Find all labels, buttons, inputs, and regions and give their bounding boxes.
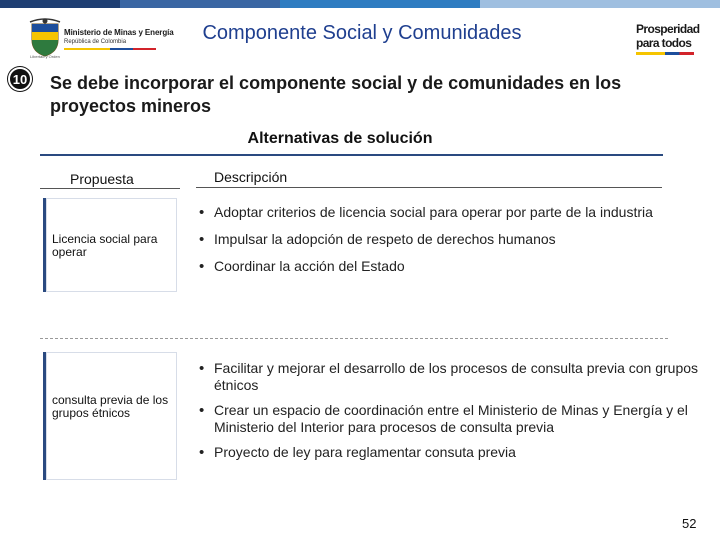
description-item: • Facilitar y mejorar el desarrollo de los procesos de consulta previa con grupos étnicos — [199, 360, 699, 394]
top-bar-segment — [480, 0, 720, 8]
headline: Se debe incorporar el componente social y de comunidades en los proyectos mineros — [50, 73, 622, 116]
flag-stripe — [636, 52, 694, 55]
ministry-motto: Libertad y Orden — [30, 54, 60, 59]
proposal-box: Licencia social para operar — [43, 198, 177, 292]
column-rule-description — [196, 187, 662, 188]
alternatives-title: Alternativas de solución — [247, 130, 433, 147]
row-separator — [40, 338, 668, 339]
flag-stripe — [64, 48, 156, 50]
description-item: • Coordinar la acción del Estado — [199, 258, 699, 275]
prosperidad-logo — [636, 22, 706, 58]
title-rule — [40, 154, 663, 156]
top-bar-segment — [120, 0, 280, 8]
ministry-subtitle: República de Colombia — [64, 39, 127, 45]
coat-of-arms-icon — [28, 18, 62, 58]
column-header-description: Descripción — [214, 169, 288, 185]
prosperidad-logo-line2: para todos — [636, 36, 692, 50]
top-bar-segment — [0, 0, 120, 8]
description-list — [199, 360, 699, 469]
description-item: • Crear un espacio de coordinación entre el Ministerio de Minas y Energía y el Ministerio del Interior para procesos de consulta previa — [199, 402, 699, 436]
description-item: • Adoptar criterios de licencia social para operar por parte de la industria — [199, 204, 699, 221]
proposal-box: consulta previa de los grupos étnicos — [43, 352, 177, 480]
column-rule-proposal — [40, 188, 180, 189]
column-header-proposal: Propuesta — [70, 171, 134, 187]
slide-title: Componente Social y Comunidades — [202, 22, 522, 44]
section-number-badge: 10 — [8, 67, 32, 91]
ministry-logo — [28, 18, 174, 62]
ministry-name: Ministerio de Minas y Energía — [64, 28, 174, 37]
description-item: • Proyecto de ley para reglamentar consuta previa — [199, 444, 699, 461]
page-number: 52 — [682, 516, 697, 531]
top-color-bar — [0, 0, 720, 8]
top-bar-segment — [280, 0, 480, 8]
description-list — [199, 204, 699, 285]
description-item: • Impulsar la adopción de respeto de derechos humanos — [199, 231, 699, 248]
prosperidad-logo-line1: Prosperidad — [636, 22, 700, 36]
